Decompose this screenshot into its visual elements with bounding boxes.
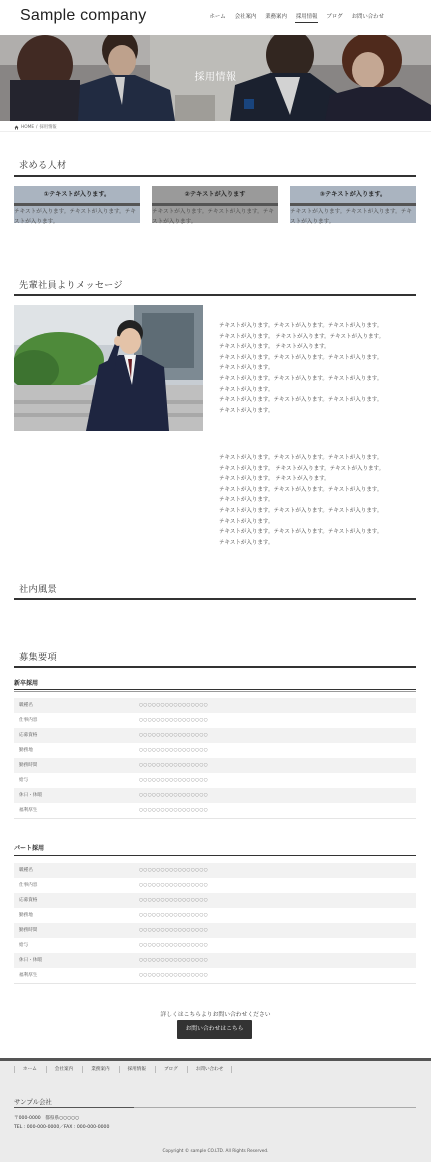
row-key: 応募資格 xyxy=(19,898,38,903)
nav-item-recruit[interactable]: 採用情報 xyxy=(291,13,322,22)
contact-button[interactable]: お問い合わせはこちら xyxy=(177,1020,252,1039)
table-row xyxy=(14,863,416,878)
row-key: 職種名 xyxy=(19,868,33,873)
text-line: テキストが入ります。テキストが入ります。テキストが入ります。 xyxy=(219,354,383,361)
card-body: テキストが入ります。テキストが入ります。テキストが入ります。 xyxy=(290,206,416,223)
text-line: テキストが入ります。テキストが入ります。テキストが入ります。 xyxy=(219,507,383,514)
breadcrumb-current: 採用情報 xyxy=(39,125,57,130)
footer-nav-company[interactable]: 会社案内 xyxy=(46,1066,82,1073)
table-row xyxy=(14,803,416,818)
row-value: ○○○○○○○○○○○○○○○○ xyxy=(139,928,208,933)
footer-nav-recruit[interactable]: 採用情報 xyxy=(119,1066,155,1073)
row-value: ○○○○○○○○○○○○○○○○ xyxy=(139,703,208,708)
footer-divider-accent xyxy=(14,1107,134,1108)
table-row xyxy=(14,758,416,773)
footer-nav-home[interactable]: ホーム xyxy=(14,1066,46,1073)
row-key: 福利厚生 xyxy=(19,973,38,978)
footer-copyright: Copyright © sample CO.LTD. All Rights Reserved. xyxy=(162,1149,269,1154)
home-icon xyxy=(14,125,19,130)
staff-photo xyxy=(14,305,203,431)
card-body: テキストが入ります。テキストが入ります。テキストが入ります。 xyxy=(14,206,140,223)
row-key: 職種名 xyxy=(19,703,33,708)
text-line: テキストが入ります。テキストが入ります。テキストが入ります。 xyxy=(219,323,383,329)
row-value: ○○○○○○○○○○○○○○○○ xyxy=(139,898,208,903)
row-key: 応募資格 xyxy=(19,733,38,738)
table-title-line xyxy=(14,855,416,856)
footer-address: 〒000-0000 都県県○○○○○ xyxy=(14,1116,80,1121)
card-title: ②テキストが入ります xyxy=(152,186,278,203)
nav-item-home[interactable]: ホーム xyxy=(209,14,226,20)
table-row xyxy=(14,728,416,743)
text-line: テキストが入ります。テキストが入ります。テキストが入ります。 xyxy=(219,455,383,461)
section-underline xyxy=(14,175,416,177)
divider xyxy=(0,131,431,132)
table-bottom-line xyxy=(14,818,416,819)
table-row xyxy=(14,908,416,923)
text-line: テキストが入ります。テキストが入ります。テキストが入ります。 xyxy=(219,529,383,536)
nav-item-blog[interactable]: ブログ xyxy=(326,14,343,20)
row-value: ○○○○○○○○○○○○○○○○ xyxy=(139,778,208,783)
footer-top-border xyxy=(0,1058,431,1061)
table-row xyxy=(14,938,416,953)
section-heading-message: 先輩社員よりメッセージ xyxy=(19,280,123,291)
message-text-1 xyxy=(219,321,399,416)
table-title-line xyxy=(14,689,416,690)
row-key: 給与 xyxy=(19,778,29,783)
row-key: 勤務地 xyxy=(19,913,33,918)
text-line: テキストが入ります。テキストが入ります。テキストが入ります。 xyxy=(219,397,383,404)
table-row xyxy=(14,923,416,938)
row-value: ○○○○○○○○○○○○○○○○ xyxy=(139,718,208,723)
text-line: テキストが入ります。 xyxy=(219,518,274,525)
table-row xyxy=(14,698,416,713)
row-value: ○○○○○○○○○○○○○○○○ xyxy=(139,808,208,813)
text-line: テキストが入ります。 xyxy=(219,539,274,546)
row-key: 仕事内容 xyxy=(19,883,38,888)
text-line: テキストが入ります。 テキストが入ります。テキストが入ります。 xyxy=(219,333,385,340)
footer-company-name: サンプル会社 xyxy=(14,1098,52,1106)
footer-nav xyxy=(14,1066,232,1073)
row-key: 休日・休暇 xyxy=(19,793,42,798)
row-key: 休日・休暇 xyxy=(19,958,42,963)
text-line: テキストが入ります。 xyxy=(219,365,274,372)
table-row xyxy=(14,953,416,968)
table-row xyxy=(14,788,416,803)
footer-nav-contact[interactable]: お問い合わせ xyxy=(187,1066,233,1073)
row-value: ○○○○○○○○○○○○○○○○ xyxy=(139,973,208,978)
text-line: テキストが入ります。テキストが入ります。テキストが入ります。 xyxy=(219,375,383,382)
message-text-2 xyxy=(219,453,399,548)
footer-tel: TEL : 000-000-0000／FAX : 000-000-0000 xyxy=(14,1125,110,1130)
nav-item-contact[interactable]: お問い合わせ xyxy=(351,14,384,20)
text-line: テキストが入ります。 xyxy=(219,407,274,414)
card-title: ③テキストが入ります。 xyxy=(290,186,416,203)
row-value: ○○○○○○○○○○○○○○○○ xyxy=(139,913,208,918)
table-title-part-time: パート採用 xyxy=(14,845,45,852)
table-row xyxy=(14,893,416,908)
table-row xyxy=(14,878,416,893)
section-heading-recruit: 募集要項 xyxy=(19,652,57,663)
section-heading-wanted: 求める人材 xyxy=(19,160,67,171)
row-value: ○○○○○○○○○○○○○○○○ xyxy=(139,733,208,738)
footer-nav-blog[interactable]: ブログ xyxy=(155,1066,187,1073)
global-nav xyxy=(205,13,388,22)
hero-title: 採用情報 xyxy=(194,72,237,83)
table-bottom-line xyxy=(14,983,416,984)
row-value: ○○○○○○○○○○○○○○○○ xyxy=(139,883,208,888)
row-key: 福利厚生 xyxy=(19,808,38,813)
text-line: テキストが入ります。 テキストが入ります。テキストが入ります。 xyxy=(219,465,385,472)
row-value: ○○○○○○○○○○○○○○○○ xyxy=(139,793,208,798)
table-title-line xyxy=(14,691,416,692)
wanted-card-1 xyxy=(14,186,140,223)
card-title: ①テキストが入ります。 xyxy=(14,186,140,203)
row-key: 給与 xyxy=(19,943,29,948)
section-underline xyxy=(14,294,416,296)
text-line: テキストが入ります。 xyxy=(219,386,274,393)
site-logo[interactable]: Sample company xyxy=(20,7,147,24)
table-row xyxy=(14,713,416,728)
footer xyxy=(0,1058,431,1162)
text-line: テキストが入ります。 テキストが入ります。 xyxy=(219,344,330,351)
breadcrumb-separator: / xyxy=(36,124,38,130)
row-value: ○○○○○○○○○○○○○○○○ xyxy=(139,748,208,753)
breadcrumb xyxy=(14,124,57,130)
text-line: テキストが入ります。 テキストが入ります。 xyxy=(219,476,330,483)
nav-item-company[interactable]: 会社案内 xyxy=(234,14,257,20)
text-line: テキストが入ります。 xyxy=(219,497,274,504)
row-key: 勤務地 xyxy=(19,748,33,753)
row-value: ○○○○○○○○○○○○○○○○ xyxy=(139,958,208,963)
row-key: 仕事内容 xyxy=(19,718,38,723)
text-line: テキストが入ります。テキストが入ります。テキストが入ります。 xyxy=(219,486,383,493)
footer-nav-business[interactable]: 業務案内 xyxy=(82,1066,118,1073)
section-underline xyxy=(14,666,416,668)
section-underline xyxy=(14,598,416,600)
breadcrumb-home[interactable]: HOME xyxy=(21,124,35,130)
table-row xyxy=(14,743,416,758)
contact-lead: 詳しくはこちらよりお問い合わせください xyxy=(160,1012,271,1018)
row-value: ○○○○○○○○○○○○○○○○ xyxy=(139,763,208,768)
row-key: 勤務時間 xyxy=(19,928,38,933)
nav-item-business[interactable]: 業務案内 xyxy=(265,14,287,20)
wanted-card-3 xyxy=(290,186,416,223)
wanted-card-2 xyxy=(152,186,278,223)
table-row xyxy=(14,773,416,788)
table-row xyxy=(14,968,416,983)
row-value: ○○○○○○○○○○○○○○○○ xyxy=(139,868,208,873)
section-heading-scenery: 社内風景 xyxy=(19,584,57,595)
card-body: テキストが入ります。テキストが入ります。テキストが入ります。 xyxy=(152,206,278,223)
row-value: ○○○○○○○○○○○○○○○○ xyxy=(139,943,208,948)
table-title-new-grad: 新卒採用 xyxy=(14,680,39,687)
row-key: 勤務時間 xyxy=(19,763,38,768)
